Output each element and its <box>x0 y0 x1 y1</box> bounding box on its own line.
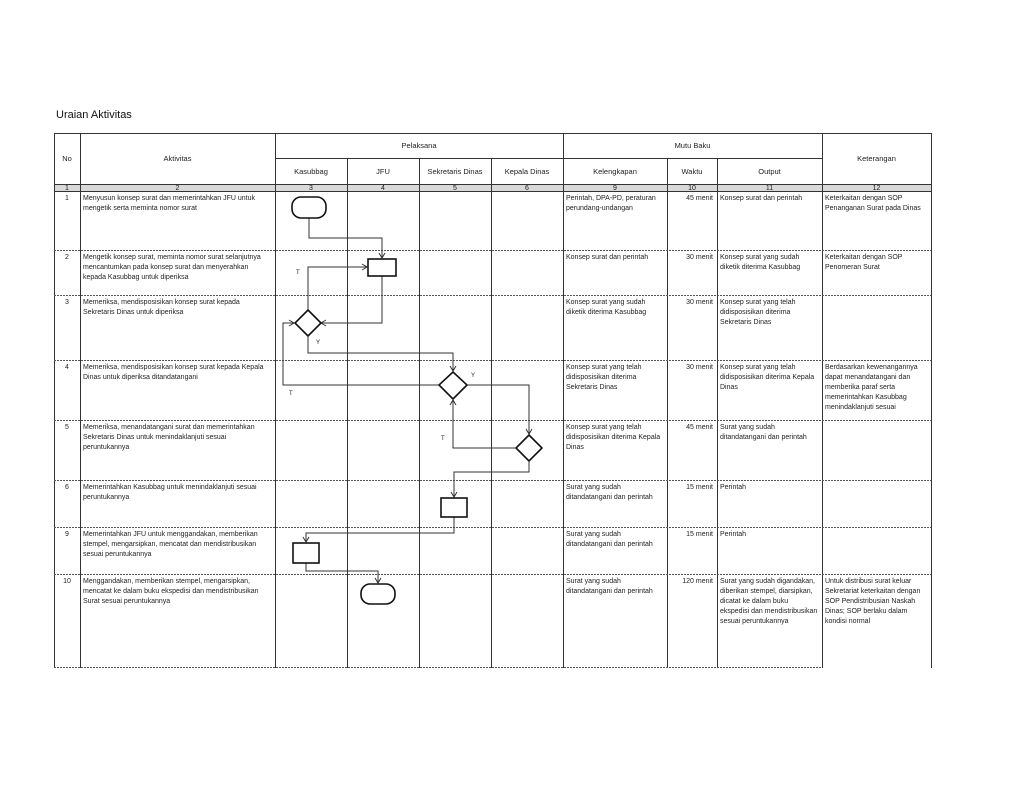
cell-keterangan <box>822 421 931 480</box>
cell-aktivitas: Memerintahkan JFU untuk menggandakan, memberikan stempel, mengarsipkan, mencatat dan mendistribusikan sesuai peruntukannya <box>83 531 258 558</box>
page-title: Uraian Aktivitas <box>56 109 132 121</box>
cell-no: 9 <box>65 531 69 538</box>
cell-aktivitas: Memeriksa, mendisposisikan konsep surat kepada Sekretaris Dinas untuk diperiksa <box>83 299 240 316</box>
cell-aktivitas: Memeriksa, mendisposisikan konsep surat kepada Kepala Dinas untuk diperiksa ditandatangani <box>83 364 264 381</box>
process-box <box>368 259 396 276</box>
cell-keterangan: Keterkaitan dengan SOP Penomeran Surat <box>825 254 903 271</box>
decision-diamond <box>439 372 467 399</box>
cell-output: Surat yang sudah digandakan, diberikan stempel, diarsipkan, dicatat ke dalam buku ekspedisi dan mendistribusikan sesuai peruntukannya <box>720 578 818 625</box>
decision-yes-label: Y <box>316 340 321 346</box>
cell-kelengkapan: Konsep surat dan perintah <box>566 254 649 261</box>
decision-no-label: T <box>441 436 445 442</box>
connector <box>321 276 382 323</box>
col-number: 12 <box>872 185 881 192</box>
cell-aktivitas: Memeriksa, menandatangani surat dan memerintahkan Sekretaris Dinas untuk menindaklanjuti sesuai peruntukannya <box>83 424 255 451</box>
header-sekretaris-dinas: Sekretaris Dinas <box>427 166 483 176</box>
cell-waktu: 45 menit <box>686 424 713 431</box>
cell-kelengkapan: Konsep surat yang sudah diketik diterima Kasubbag <box>566 299 647 316</box>
cell-kelengkapan: Surat yang sudah ditandatangani dan perintah <box>566 578 653 595</box>
cell-waktu: 15 menit <box>686 531 713 538</box>
header-waktu: Waktu <box>681 166 703 176</box>
process-box <box>293 543 319 563</box>
cell-no: 3 <box>65 299 69 306</box>
cell-kelengkapan: Konsep surat yang telah didisposisikan diterima Sekretaris Dinas <box>566 364 642 391</box>
cell-keterangan: Berdasarkan kewenangannya dapat menandatangani dan memberika paraf serta memerintahkan Kasubbag menindaklanjuti sesuai <box>825 364 918 411</box>
decision-diamond <box>295 310 321 336</box>
cell-kelengkapan: Konsep surat yang telah didisposisikan diterima Kepala Dinas <box>566 424 661 451</box>
connector <box>308 267 367 310</box>
cell-keterangan <box>822 481 931 527</box>
connector <box>306 563 378 583</box>
process-box <box>441 498 467 517</box>
cell-output: Konsep surat dan perintah <box>720 195 803 202</box>
cell-kelengkapan: Surat yang sudah ditandatangani dan perintah <box>566 531 653 548</box>
cell-output: Surat yang sudah ditandatangani dan perintah <box>720 424 807 441</box>
cell-keterangan: Untuk distribusi surat keluar Sekretariat keterkaitan dengan SOP Pendistribusian Naskah Dinas; SOP berlaku dalam kondisi normal <box>825 578 921 625</box>
decision-yes-label: Y <box>471 373 476 379</box>
cell-aktivitas: Mengetik konsep surat, meminta nomor surat selanjutnya mencantumkan pada konsep surat dan menyerahkan kepada Kasubbag untuk diperiksa <box>83 254 261 281</box>
connector <box>453 400 515 448</box>
cell-output: Konsep surat yang telah didisposisikan diterima Sekretaris Dinas <box>720 299 796 326</box>
col-number: 1 <box>65 185 69 192</box>
cell-waktu: 30 menit <box>686 364 713 371</box>
start-terminator <box>292 197 326 218</box>
header-no: No <box>62 154 72 163</box>
cell-waktu: 120 menit <box>682 578 713 585</box>
cell-keterangan <box>822 296 931 360</box>
cell-keterangan <box>822 528 931 574</box>
header-pelaksana: Pelaksana <box>401 141 437 150</box>
decision-diamond <box>516 435 542 461</box>
connector <box>308 336 453 371</box>
col-number: 3 <box>309 185 313 192</box>
col-number: 11 <box>765 185 774 192</box>
cell-no: 2 <box>65 254 69 261</box>
end-terminator <box>361 584 395 604</box>
col-number: 2 <box>175 185 180 192</box>
cell-no: 5 <box>65 424 69 431</box>
header-jfu: JFU <box>376 166 390 176</box>
header-mutu-baku: Mutu Baku <box>674 141 711 150</box>
header-keterangan: Keterangan <box>857 154 896 163</box>
cell-output: Konsep surat yang telah didisposisikan diterima Kepala Dinas <box>720 364 815 391</box>
cell-aktivitas: Memerintahkan Kasubbag untuk menindaklanjuti sesuai peruntukannya <box>83 484 257 501</box>
header-kasubbag: Kasubbag <box>294 166 328 176</box>
cell-no: 10 <box>63 578 71 585</box>
header-kelengkapan: Kelengkapan <box>593 166 637 176</box>
cell-no: 4 <box>65 364 69 371</box>
cell-no: 6 <box>65 484 69 491</box>
cell-kelengkapan: Perintah, DPA-PD, peraturan perundang-undangan <box>566 195 656 212</box>
cell-no: 1 <box>65 195 69 202</box>
header-kepala-dinas: Kepala Dinas <box>504 166 550 176</box>
cell-output: Perintah <box>720 484 747 491</box>
header-output: Output <box>758 166 781 176</box>
cell-output: Perintah <box>720 531 747 538</box>
cell-waktu: 30 menit <box>686 254 713 261</box>
connector <box>309 218 382 258</box>
cell-kelengkapan: Surat yang sudah ditandatangani dan perintah <box>566 484 653 501</box>
cell-aktivitas: Menyusun konsep surat dan memerintahkan JFU untuk mengetik serta meminta nomor surat <box>83 195 255 212</box>
decision-no-label: T <box>289 391 293 397</box>
col-number: 6 <box>525 185 529 192</box>
col-number: 9 <box>613 185 617 192</box>
col-number: 4 <box>381 185 385 192</box>
cell-waktu: 15 menit <box>686 484 713 491</box>
col-number: 5 <box>453 185 457 192</box>
cell-waktu: 45 menit <box>686 195 713 202</box>
cell-output: Konsep surat yang sudah diketik diterima Kasubbag <box>720 254 801 271</box>
connector <box>467 385 529 434</box>
decision-no-label: T <box>296 270 300 276</box>
connector <box>306 517 454 542</box>
cell-waktu: 30 menit <box>686 299 713 306</box>
cell-keterangan: Keterkaitan dengan SOP Penanganan Surat pada Dinas <box>825 195 921 212</box>
col-number: 10 <box>688 185 696 192</box>
cell-aktivitas: Menggandakan, memberikan stempel, mengarsipkan, mencatat ke dalam buku ekspedisi dan mendistribusikan Surat sesuai peruntukannya <box>83 578 259 605</box>
header-aktivitas: Aktivitas <box>163 154 192 163</box>
